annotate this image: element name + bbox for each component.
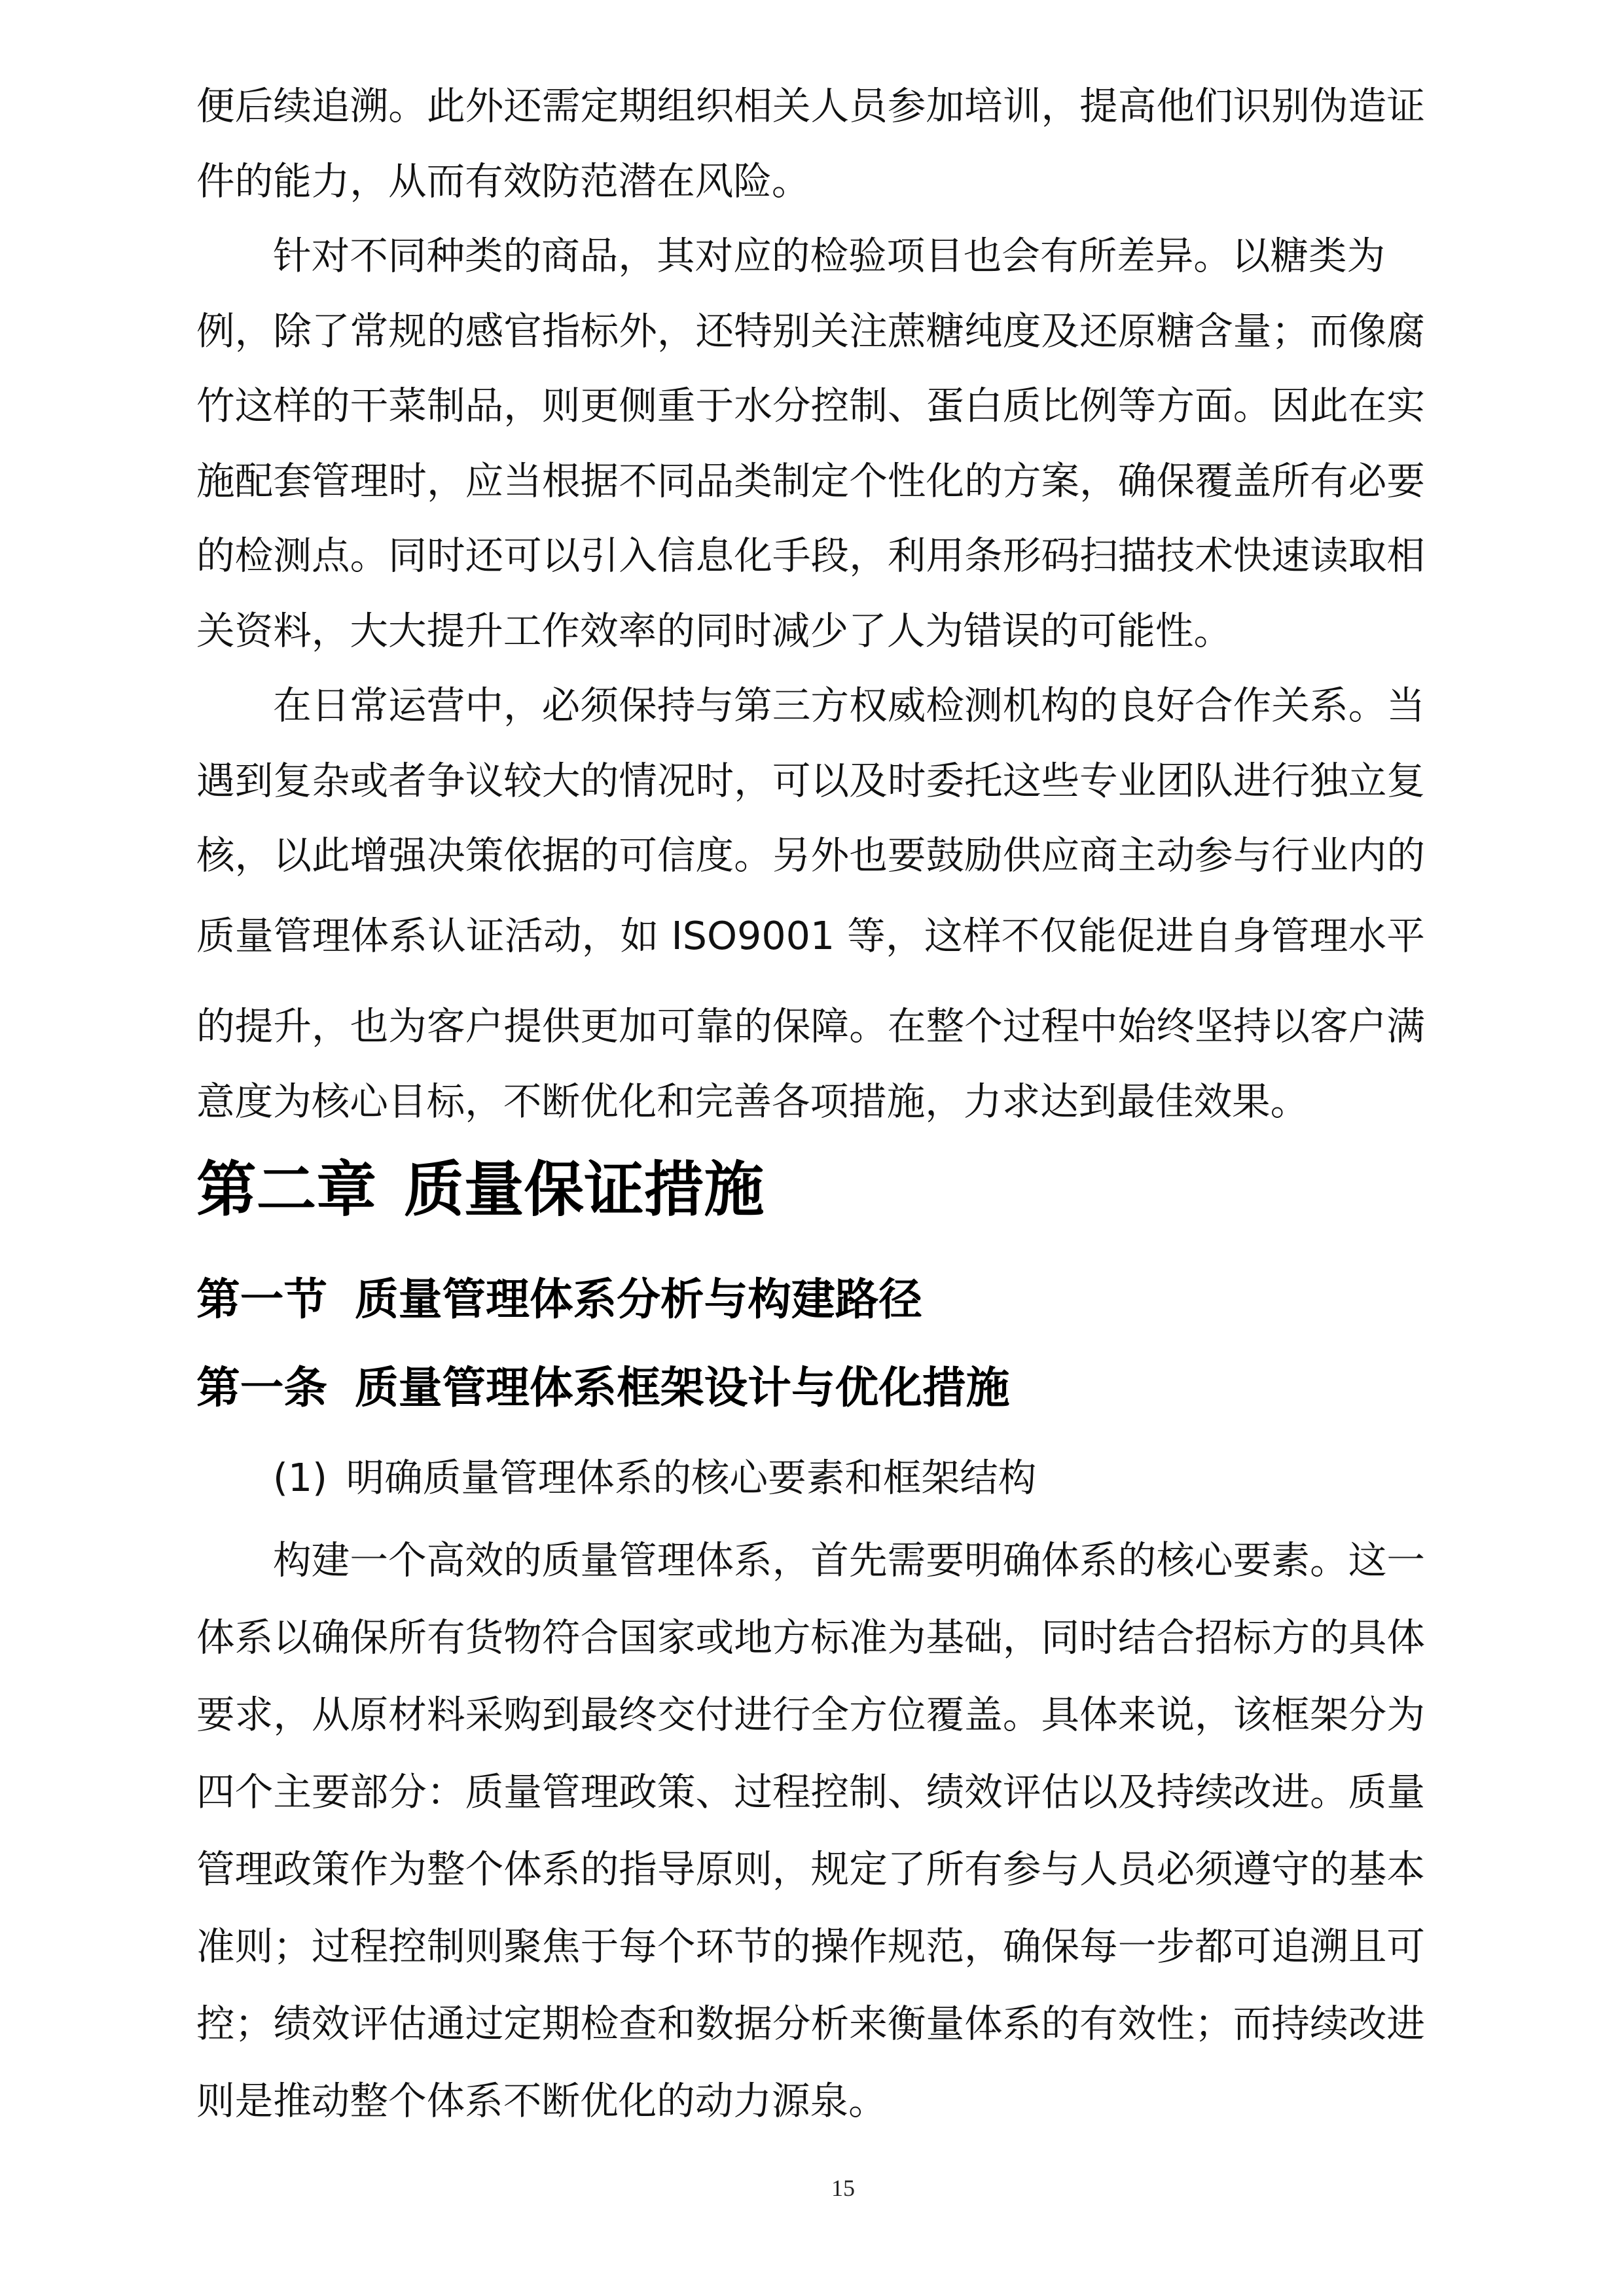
text-line: 的提升，也为客户提供更加可靠的保障。在整个过程中始终坚持以客户满	[196, 1004, 1425, 1049]
chapter-title: 质量保证措施	[404, 1155, 765, 1225]
text-line: 质量管理体系认证活动，如 ISO9001 等，这样不仅能促进自身管理水平	[196, 914, 1425, 958]
text-line: 针对不同种类的商品，其对应的检验项目也会有所差异。以糖类为	[273, 234, 1386, 278]
text-line: 准则；过程控制则聚焦于每个环节的操作规范，确保每一步都可追溯且可	[196, 1924, 1425, 1969]
section-title: 质量管理体系分析与构建路径	[355, 1274, 923, 1325]
text-line: 要求，从原材料采购到最终交付进行全方位覆盖。具体来说，该框架分为	[196, 1693, 1425, 1737]
chapter-heading	[196, 1154, 764, 1226]
chapter-number: 第二章	[196, 1155, 377, 1225]
article-number: 第一条	[196, 1362, 328, 1413]
text-line: 构建一个高效的质量管理体系，首先需要明确体系的核心要素。这一	[273, 1538, 1425, 1583]
text-line: 例，除了常规的感官指标外，还特别关注蔗糖纯度及还原糖含量；而像腐	[196, 309, 1425, 353]
article-title: 质量管理体系框架设计与优化措施	[355, 1362, 1010, 1413]
text-line: 关资料，大大提升工作效率的同时减少了人为错误的可能性。	[196, 609, 1233, 653]
text-line: 控；绩效评估通过定期检查和数据分析来衡量体系的有效性；而持续改进	[196, 2001, 1425, 2046]
article-heading	[196, 1358, 1009, 1417]
text-line: 意度为核心目标，不断优化和完善各项措施，力求达到最佳效果。	[196, 1079, 1309, 1124]
text-line: 的检测点。同时还可以引入信息化手段，利用条形码扫描技术快速读取相	[196, 533, 1425, 578]
item-heading: (1) 明确质量管理体系的核心要素和框架结构	[273, 1456, 1037, 1500]
text-line: 遇到复杂或者争议较大的情况时，可以及时委托这些专业团队进行独立复	[196, 759, 1425, 803]
text-line: 则是推动整个体系不断优化的动力源泉。	[196, 2079, 887, 2123]
section-heading	[196, 1270, 922, 1329]
text-line: 在日常运营中，必须保持与第三方权威检测机构的良好合作关系。当	[273, 683, 1425, 728]
text-line: 便后续追溯。此外还需定期组织相关人员参加培训，提高他们识别伪造证	[196, 84, 1425, 128]
page-number: 15	[831, 2175, 855, 2201]
text-line: 管理政策作为整个体系的指导原则，规定了所有参与人员必须遵守的基本	[196, 1847, 1425, 1892]
text-line: 核，以此增强决策依据的可信度。另外也要鼓励供应商主动参与行业内的	[196, 833, 1425, 878]
text-line: 件的能力，从而有效防范潜在风险。	[196, 159, 810, 204]
text-line: 体系以确保所有货物符合国家或地方标准为基础，同时结合招标方的具体	[196, 1615, 1425, 1660]
text-line: 竹这样的干菜制品，则更侧重于水分控制、蛋白质比例等方面。因此在实	[196, 384, 1425, 428]
section-number: 第一节	[196, 1274, 328, 1325]
text-line: 施配套管理时，应当根据不同品类制定个性化的方案，确保覆盖所有必要	[196, 459, 1425, 503]
text-line: 四个主要部分：质量管理政策、过程控制、绩效评估以及持续改进。质量	[196, 1770, 1425, 1814]
